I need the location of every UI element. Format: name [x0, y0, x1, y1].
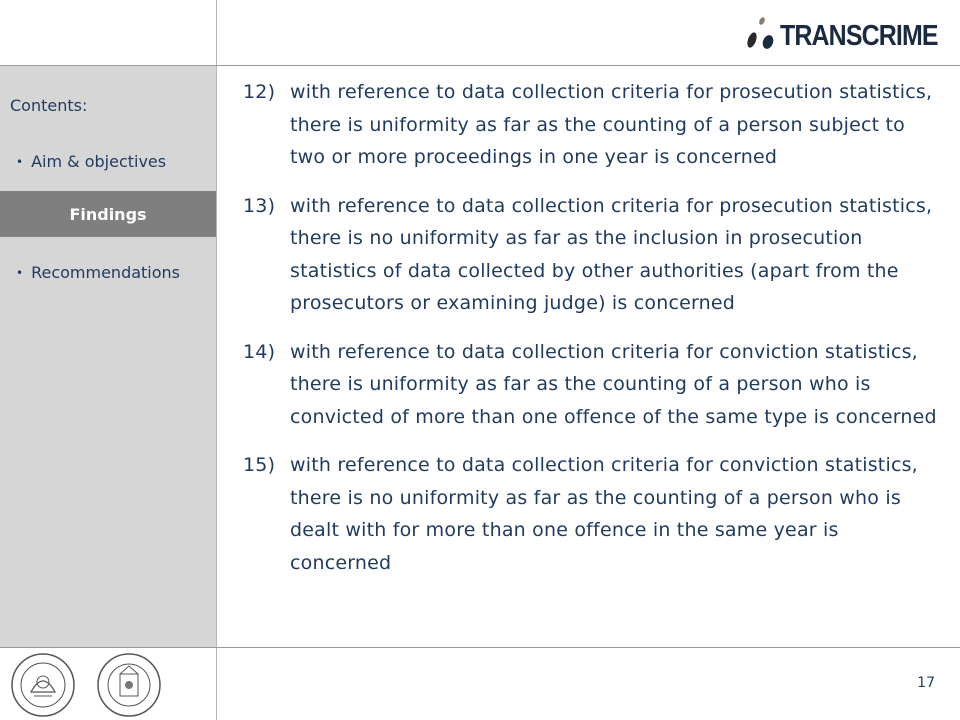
transcrime-logo — [744, 14, 960, 58]
university-trento-seal-icon — [10, 652, 76, 718]
finding-text: with reference to data collection criteria for conviction statistics, there is no uniformity as far as the counting of a person who is dealt with for more than one offence in the same year is concerned — [290, 454, 918, 574]
page-number: 17 — [917, 675, 935, 691]
nav-item-findings[interactable] — [0, 191, 216, 237]
nav-item-aim-objectives[interactable] — [16, 152, 166, 171]
contents-sidebar — [0, 66, 216, 647]
nav-item-label: Recommendations — [31, 263, 181, 282]
logo-text: TRANSCRIME — [780, 19, 938, 52]
transcrime-mark-icon — [744, 16, 776, 56]
nav-item-label: Aim & objectives — [31, 152, 167, 171]
university-seals — [10, 652, 164, 718]
finding-number: 13) — [243, 194, 276, 217]
bullet-icon: • — [16, 155, 24, 169]
finding-text: with reference to data collection criteria for prosecution statistics, there is no uniformity as far as the inclusion in prosecution statistics of data collected by other authorities (apart from the prosecutors or examining judge) is concerned — [290, 194, 933, 314]
findings-list — [243, 76, 943, 595]
finding-number: 12) — [243, 81, 276, 103]
finding-text: with reference to data collection criteria for conviction statistics, there is uniformity as far as the counting of a person who is convicted of more than one offence of the same type is concerned — [290, 340, 937, 428]
nav-item-recommendations[interactable] — [16, 263, 180, 282]
finding-text: with reference to data collection criteria for prosecution statistics, there is uniformity as far as the counting of a person subject to two or more proceedings in one year is concerned — [290, 81, 933, 168]
finding-item — [243, 449, 943, 579]
bullet-icon: • — [16, 266, 24, 280]
contents-label: Contents: — [10, 96, 88, 115]
finding-item — [243, 190, 943, 320]
finding-item — [243, 76, 943, 174]
finding-item — [243, 336, 943, 434]
finding-number: 15) — [243, 454, 276, 476]
finding-number: 14) — [243, 340, 276, 363]
vertical-divider — [216, 0, 217, 720]
nav-item-label: Findings — [69, 204, 147, 224]
cattolica-seal-icon — [94, 652, 164, 718]
footer-divider — [0, 647, 960, 648]
